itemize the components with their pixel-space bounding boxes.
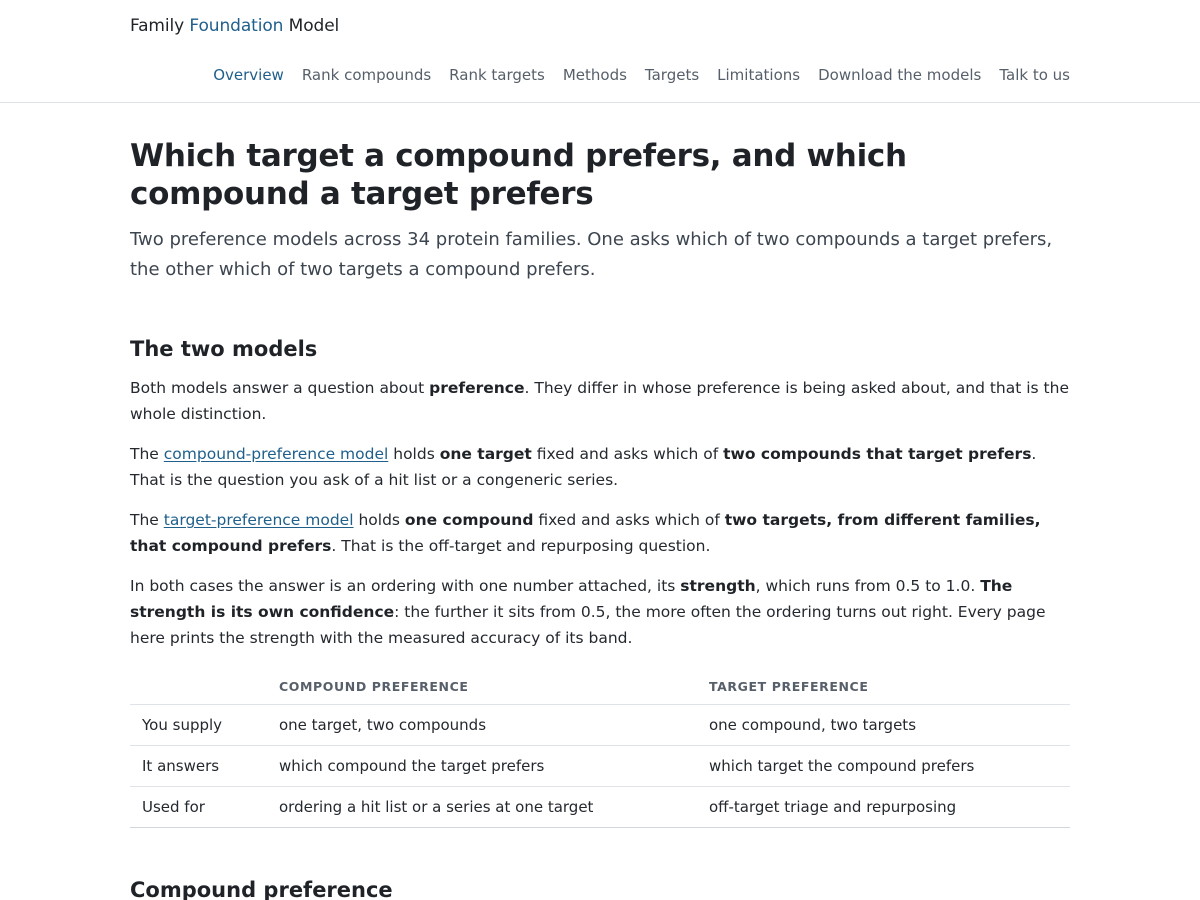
table-row — [130, 786, 1070, 827]
table-cell: which compound the target prefers — [267, 745, 697, 786]
nav-talk-to-us[interactable]: Talk to us — [999, 66, 1070, 84]
paragraph-compound-model — [130, 441, 1070, 493]
text-run: holds — [353, 511, 405, 529]
emphasis-own-confidence: The strength is its own confidence — [130, 577, 1013, 621]
text-run: fixed and asks which of — [531, 445, 724, 463]
table-cell: Used for — [130, 786, 267, 827]
emphasis-two-compounds: two compounds that target prefers — [723, 445, 1032, 463]
text-run: holds — [388, 445, 440, 463]
nav-overview[interactable]: Overview — [213, 66, 284, 84]
text-run: . That is the off-target and repurposing question. — [331, 537, 711, 555]
target-preference-model-link[interactable]: target-preference model — [163, 511, 354, 529]
emphasis-one-target: one target — [439, 445, 532, 463]
table-cell: which target the compound prefers — [697, 745, 1070, 786]
site-header — [0, 0, 1200, 103]
table-header-compound: COMPOUND PREFERENCE — [267, 675, 697, 704]
main-nav — [213, 66, 1070, 84]
text-run: . That is the question you ask of a hit list or a congeneric series. — [130, 445, 1037, 489]
main-content — [130, 137, 1070, 900]
table-cell: one target, two compounds — [267, 704, 697, 745]
table-cell: off-target triage and repurposing — [697, 786, 1070, 827]
emphasis-two-targets: two targets, from different families, that compound prefers — [130, 511, 1041, 555]
brand-logo[interactable] — [130, 16, 339, 36]
emphasis-one-compound: one compound — [404, 511, 534, 529]
page-title: Which target a compound prefers, and which compound a target prefers — [130, 138, 907, 212]
text-run: Both models answer a question about — [130, 379, 430, 397]
nav-limitations[interactable]: Limitations — [717, 66, 801, 84]
comparison-table — [130, 675, 1070, 828]
text-run: The — [130, 511, 164, 529]
table-cell: You supply — [130, 704, 267, 745]
table-header-empty — [130, 675, 267, 704]
nav-rank-targets[interactable]: Rank targets — [449, 66, 545, 84]
table-row — [130, 704, 1070, 745]
emphasis-strength: strength — [680, 577, 756, 595]
brand-text-family: Family — [130, 16, 185, 36]
section-heading-compound-preference: Compound preference — [130, 877, 393, 900]
text-run: : the further it sits from 0.5, the more often the ordering turns out right. Every page here prints the strength with the measured accuracy of its band. — [130, 603, 1046, 647]
text-run: The — [130, 445, 164, 463]
nav-targets[interactable]: Targets — [644, 66, 700, 84]
text-run: . They differ in whose preference is being asked about, and that is the whole distinction. — [130, 379, 1069, 423]
nav-download-models[interactable]: Download the models — [818, 66, 982, 84]
table-row — [130, 745, 1070, 786]
text-run: In both cases the answer is an ordering with one number attached, its — [130, 577, 681, 595]
section-heading-two-models: The two models — [130, 337, 318, 361]
text-run: fixed and asks which of — [533, 511, 725, 529]
brand-text-model: Model — [288, 16, 340, 36]
paragraph-target-model — [130, 507, 1070, 559]
compound-preference-model-link[interactable]: compound-preference model — [163, 445, 389, 463]
text-run: , which runs from 0.5 to 1.0. — [755, 577, 981, 595]
paragraph-strength — [130, 573, 1070, 651]
emphasis-preference: preference — [429, 379, 525, 397]
table-header-target: TARGET PREFERENCE — [697, 675, 1070, 704]
table-cell: ordering a hit list or a series at one target — [267, 786, 697, 827]
nav-methods[interactable]: Methods — [562, 66, 627, 84]
table-cell: It answers — [130, 745, 267, 786]
table-header-row — [130, 675, 1070, 704]
paragraph-preference — [130, 375, 1070, 427]
table-cell: one compound, two targets — [697, 704, 1070, 745]
nav-rank-compounds[interactable]: Rank compounds — [301, 66, 432, 84]
page-lede: Two preference models across 34 protein families. One asks which of two compounds a target prefers, the other which of two targets a compound prefers. — [130, 229, 1053, 280]
brand-text-foundation: Foundation — [189, 16, 284, 36]
